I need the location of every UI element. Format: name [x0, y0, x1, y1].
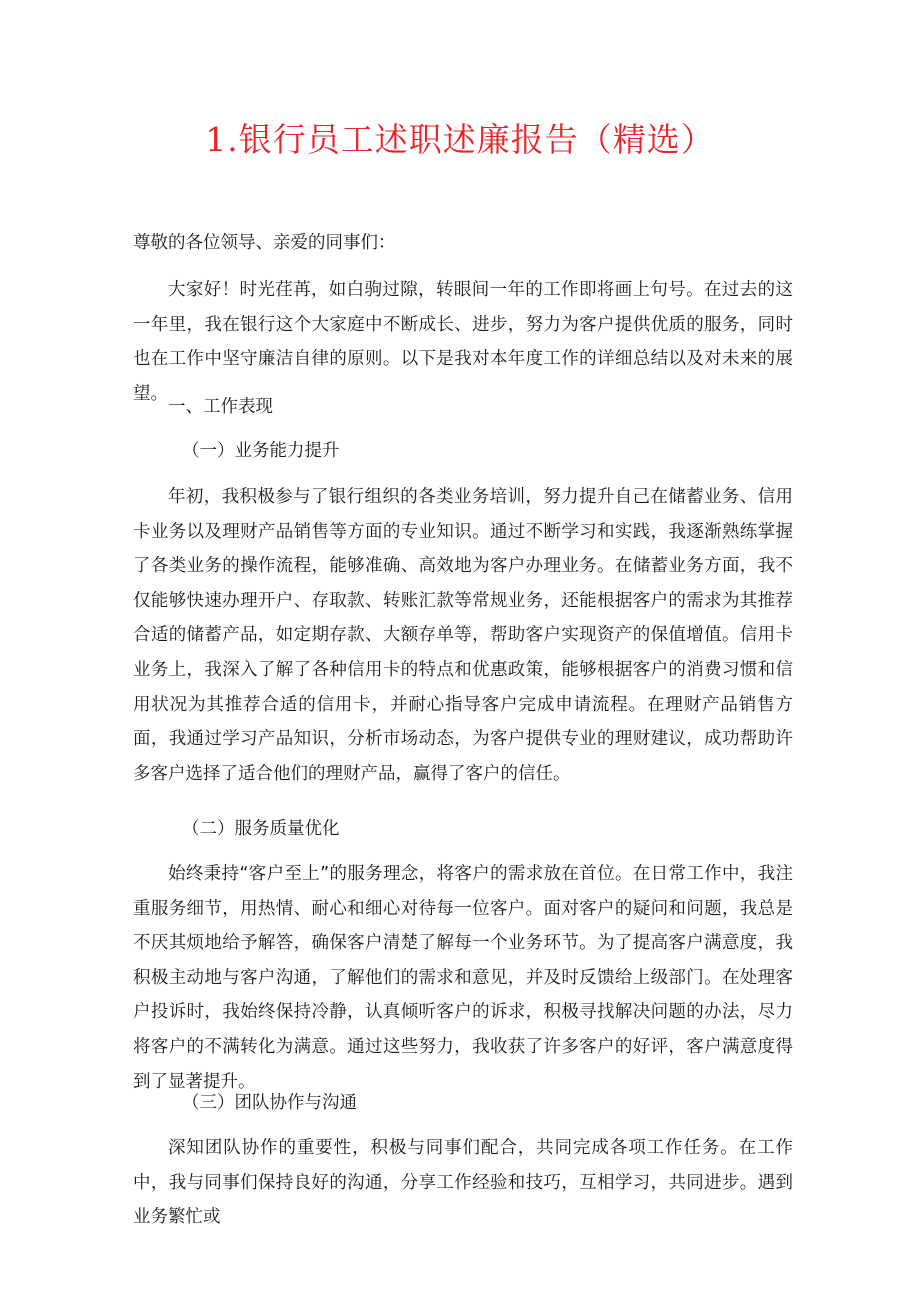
document-title: 1.银行员工述职述廉报告（精选）	[205, 120, 715, 159]
subsection-heading-teamwork: （三）团队协作与沟通	[182, 1093, 357, 1113]
intro-paragraph: 大家好！时光荏苒，如白驹过隙，转眼间一年的工作即将画上句号。在过去的这一年里，我在银行这个大家庭中不断成长、进步，努力为客户提供优质的服务，同时也在工作中坚守廉洁自律的原则。以下是我对本年度工作的详细总结以及对未来的展望。	[133, 280, 793, 404]
subsection-heading-service-quality: （二）服务质量优化	[182, 819, 340, 839]
service-quality-paragraph: 始终秉持“客户至上”的服务理念，将客户的需求放在首位。在日常工作中，我注重服务细节，用热情、耐心和细心对待每一位客户。面对客户的疑问和问题，我总是不厌其烦地给予解答，确保客户清楚了解每一个业务环节。为了提高客户满意度，我积极主动地与客户沟通，了解他们的需求和意见，并及时反馈给上级部门。在处理客户投诉时，我始终保持冷静，认真倾听客户的诉求，积极寻找解决问题的办法，尽力将客户的不满转化为满意。通过这些努力，我收获了许多客户的好评，客户满意度得到了显著提升。	[133, 864, 793, 1092]
section-heading-work-performance: 一、工作表现	[168, 397, 273, 417]
business-ability-paragraph: 年初，我积极参与了银行组织的各类业务培训，努力提升自己在储蓄业务、信用卡业务以及理财产品销售等方面的专业知识。通过不断学习和实践，我逐渐熟练掌握了各类业务的操作流程，能够准确、高效地为客户办理业务。在储蓄业务方面，我不仅能够快速办理开户、存取款、转账汇款等常规业务，还能根据客户的需求为其推荐合适的储蓄产品，如定期存款、大额存单等，帮助客户实现资产的保值增值。信用卡业务上，我深入了解了各种信用卡的特点和优惠政策，能够根据客户的消费习惯和信用状况为其推荐合适的信用卡，并耐心指导客户完成申请流程。在理财产品销售方面，我通过学习产品知识，分析市场动态，为客户提供专业的理财建议，成功帮助许多客户选择了适合他们的理财产品，赢得了客户的信任。	[133, 487, 793, 784]
greeting: 尊敬的各位领导、亲爱的同事们：	[133, 233, 396, 253]
subsection-heading-business-ability: （一）业务能力提升	[182, 441, 340, 461]
teamwork-paragraph: 深知团队协作的重要性，积极与同事们配合，共同完成各项工作任务。在工作中，我与同事们保持良好的沟通，分享工作经验和技巧，互相学习，共同进步。遇到业务繁忙或	[133, 1138, 793, 1228]
